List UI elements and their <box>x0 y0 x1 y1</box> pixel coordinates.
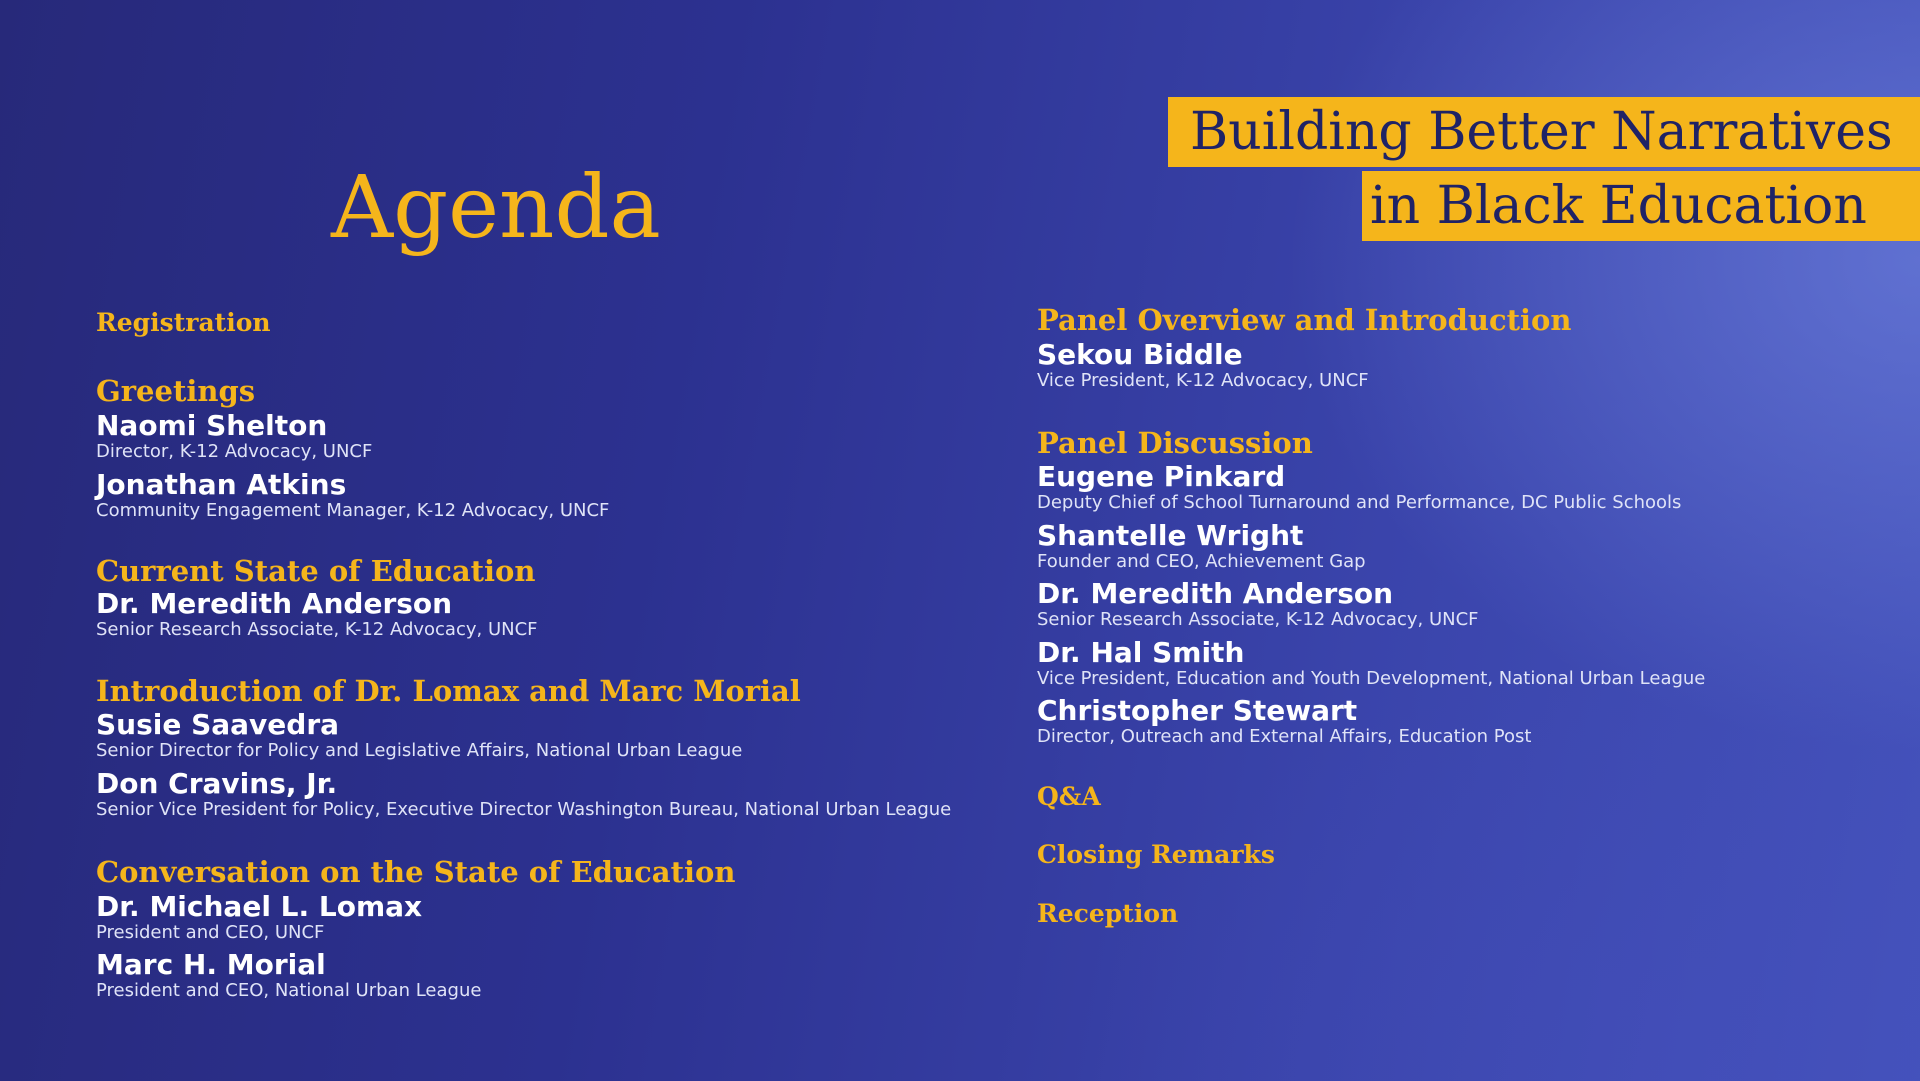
speaker-name: Dr. Meredith Anderson <box>96 587 453 620</box>
speaker-role: Senior Vice President for Policy, Executive Director Washington Bureau, National Urban League <box>96 799 952 820</box>
speaker-item <box>96 948 481 1002</box>
speaker-item <box>96 409 372 463</box>
speaker-role: Founder and CEO, Achievement Gap <box>1037 551 1366 572</box>
speaker-role: Deputy Chief of School Turnaround and Performance, DC Public Schools <box>1037 492 1682 513</box>
speaker-item <box>1037 694 1531 748</box>
greetings-title: Greetings <box>96 374 256 408</box>
speaker-item <box>1037 636 1705 690</box>
speaker-item <box>1037 577 1479 631</box>
speaker-role: Senior Research Associate, K-12 Advocacy, UNCF <box>1037 609 1479 630</box>
speaker-item <box>96 708 742 762</box>
speaker-role: Vice President, Education and Youth Development, National Urban League <box>1037 668 1706 689</box>
speaker-role: Senior Director for Policy and Legislative Affairs, National Urban League <box>96 740 743 761</box>
current-state-title: Current State of Education <box>96 554 536 588</box>
speaker-name: Eugene Pinkard <box>1037 460 1286 493</box>
speaker-name: Dr. Michael L. Lomax <box>96 890 423 923</box>
speaker-item <box>96 468 609 522</box>
speaker-item <box>96 587 538 641</box>
speaker-role: President and CEO, UNCF <box>96 922 325 943</box>
speaker-item <box>1037 460 1681 514</box>
speaker-name: Don Cravins, Jr. <box>96 767 338 800</box>
speaker-role: President and CEO, National Urban League <box>96 980 482 1001</box>
speaker-name: Dr. Meredith Anderson <box>1037 577 1394 610</box>
speaker-name: Shantelle Wright <box>1037 519 1304 552</box>
speaker-name: Dr. Hal Smith <box>1037 636 1245 669</box>
speaker-name: Marc H. Morial <box>96 948 326 981</box>
speaker-name: Naomi Shelton <box>96 409 328 442</box>
speaker-name: Jonathan Atkins <box>96 468 347 501</box>
speaker-role: Director, K-12 Advocacy, UNCF <box>96 441 373 462</box>
event-title-line-1: Building Better Narratives <box>1168 97 1920 167</box>
speaker-name: Sekou Biddle <box>1037 338 1243 371</box>
registration-item: Registration <box>96 308 271 337</box>
speaker-role: Vice President, K-12 Advocacy, UNCF <box>1037 370 1369 391</box>
introduction-title: Introduction of Dr. Lomax and Marc Morial <box>96 674 801 708</box>
speaker-role: Community Engagement Manager, K-12 Advocacy, UNCF <box>96 500 610 521</box>
speaker-item <box>1037 519 1366 573</box>
event-title-line-2: in Black Education <box>1362 171 1920 241</box>
speaker-item <box>96 767 951 821</box>
reception-item: Reception <box>1037 899 1179 928</box>
speaker-item <box>1037 338 1369 392</box>
agenda-heading: Agenda <box>331 158 661 258</box>
qa-item: Q&A <box>1037 782 1101 811</box>
closing-remarks-item: Closing Remarks <box>1037 840 1275 869</box>
speaker-name: Susie Saavedra <box>96 708 340 741</box>
panel-discussion-title: Panel Discussion <box>1037 426 1313 460</box>
speaker-role: Director, Outreach and External Affairs, Education Post <box>1037 726 1532 747</box>
conversation-title: Conversation on the State of Education <box>96 855 736 889</box>
speaker-name: Christopher Stewart <box>1037 694 1358 727</box>
panel-overview-title: Panel Overview and Introduction <box>1037 303 1572 337</box>
speaker-role: Senior Research Associate, K-12 Advocacy, UNCF <box>96 619 538 640</box>
speaker-item <box>96 890 422 944</box>
